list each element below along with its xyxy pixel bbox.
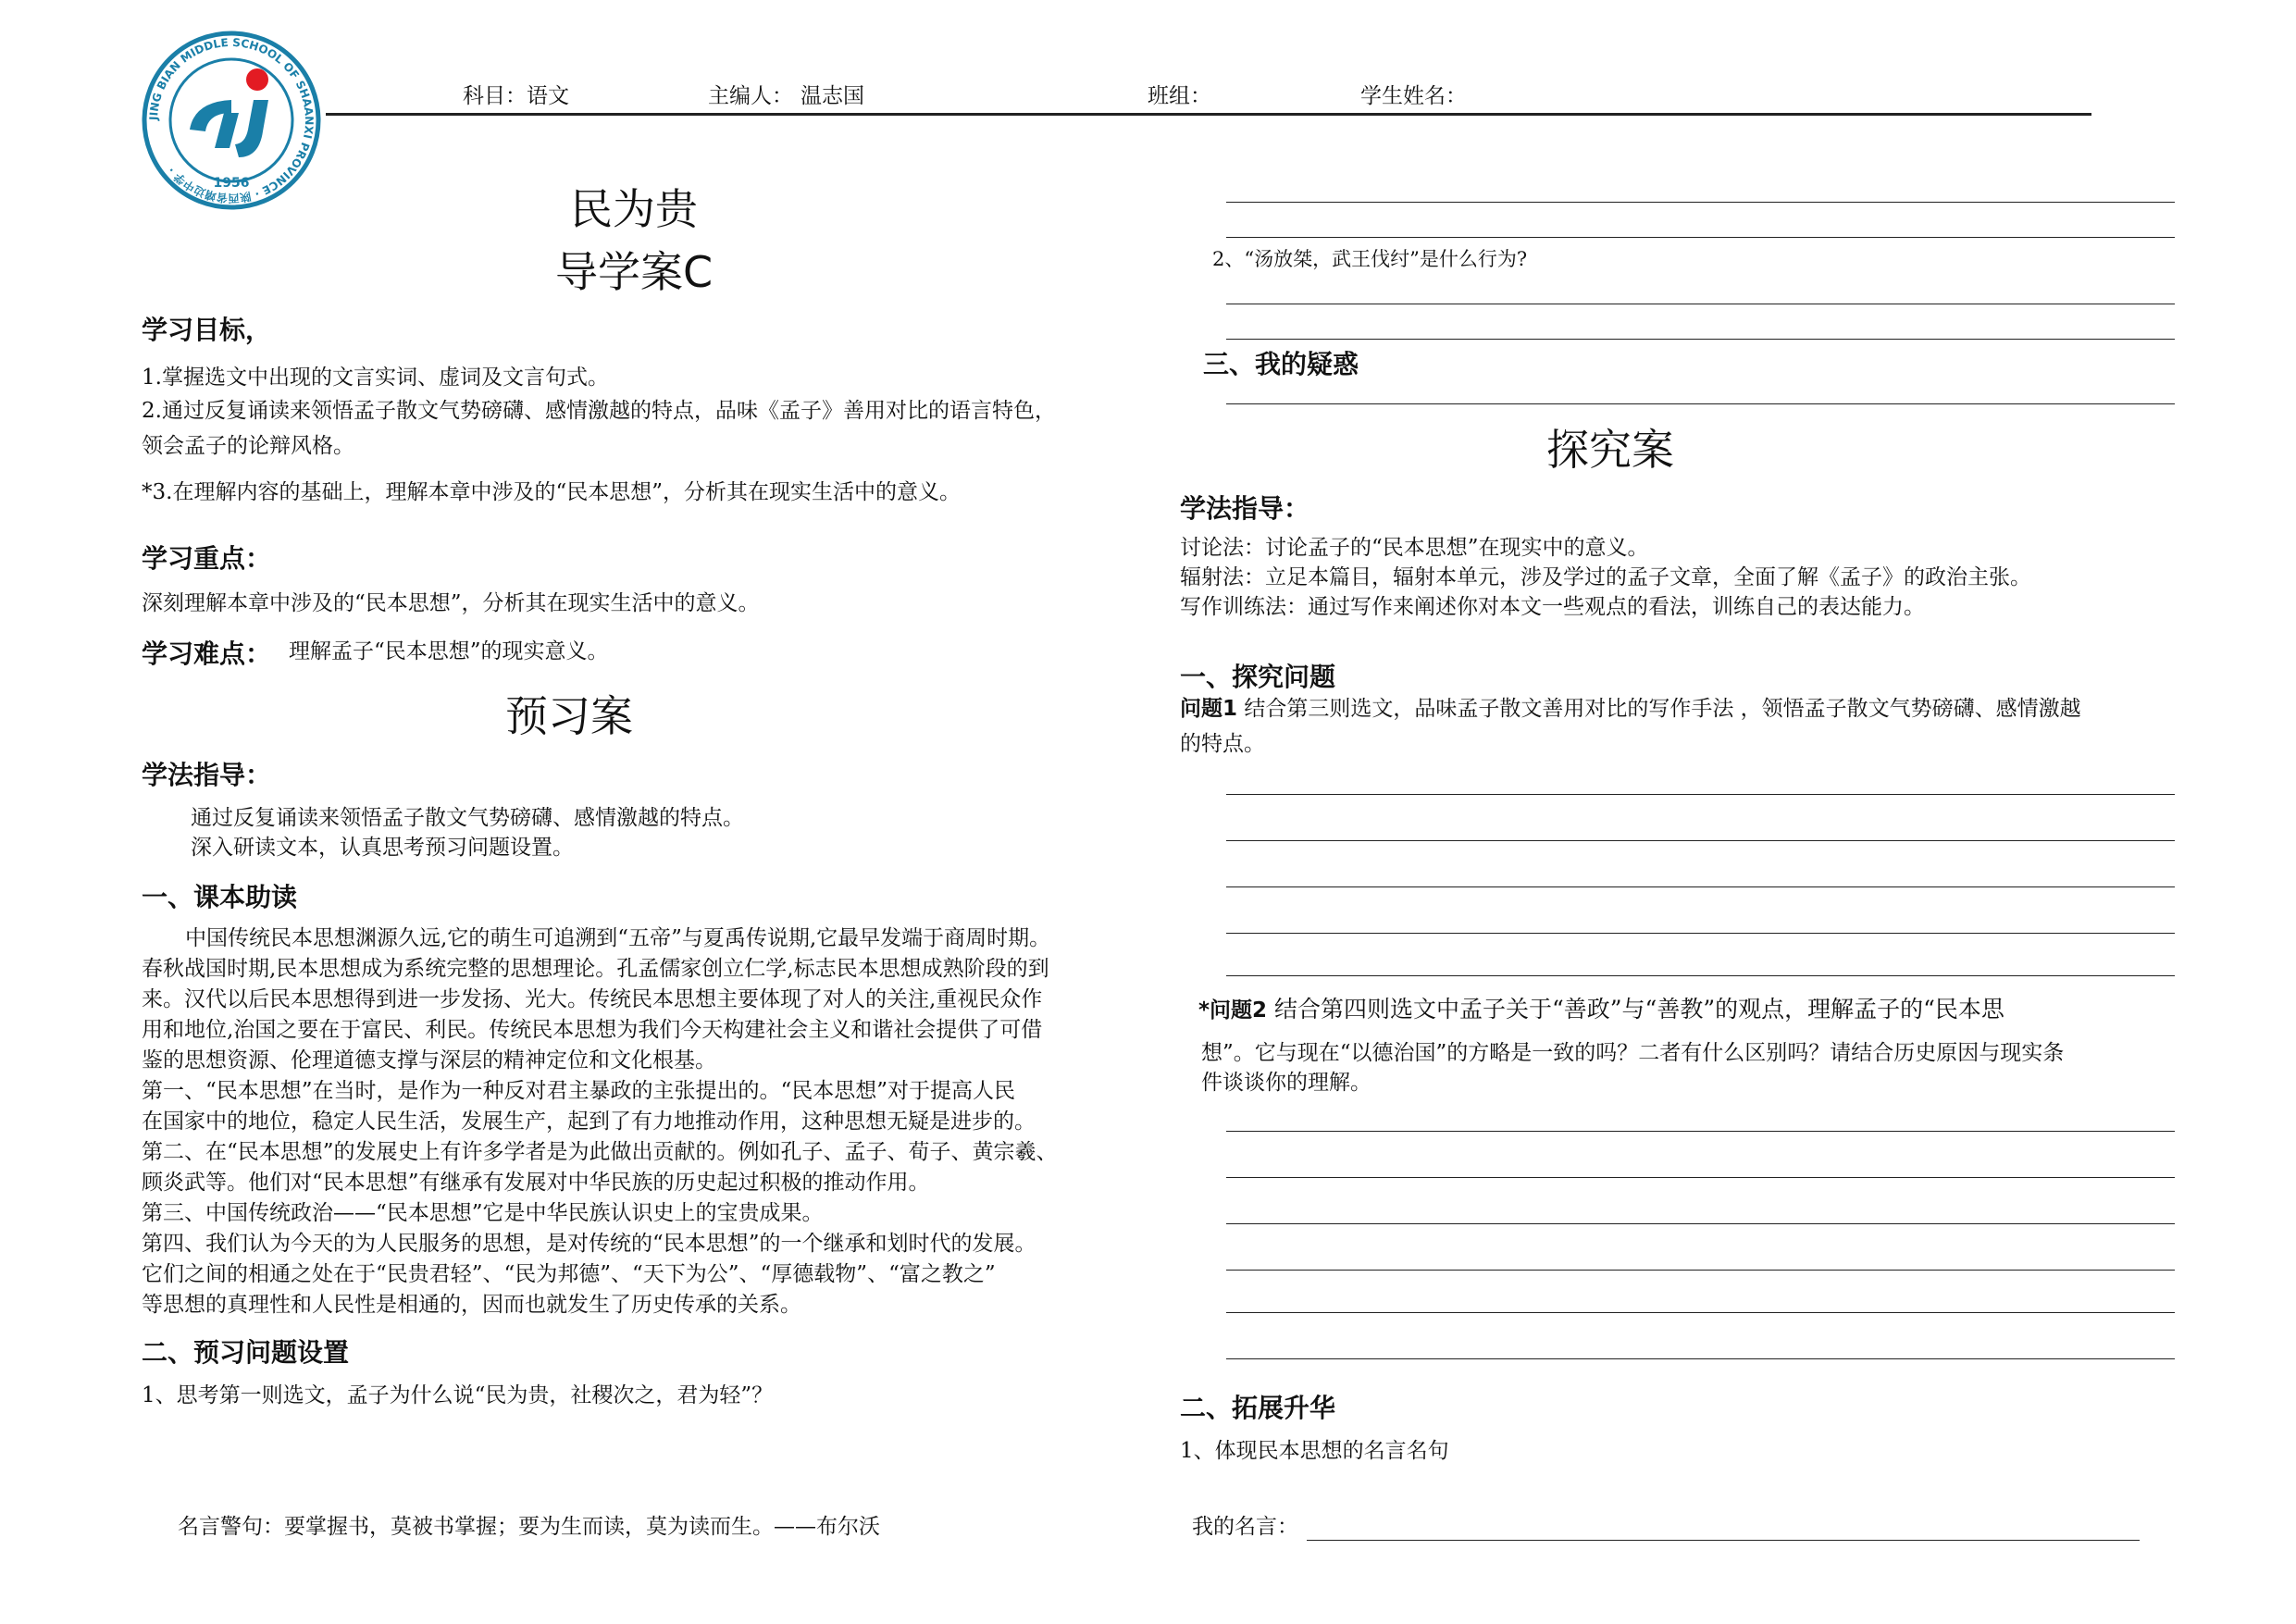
reading-line: 顾炎武等。他们对“民本思想”有继承有发展对中华民族的历史起过积极的推动作用。: [142, 1171, 930, 1195]
problem-2-text: 结合第四则选文中孟子关于“善政”与“善教”的观点，理解孟子的“民本思: [1273, 996, 2004, 1023]
goal-item: 领会孟子的论辩风格。: [142, 434, 354, 458]
difficulty-heading: 学习难点：: [142, 638, 272, 669]
reading-line: 第三、中国传统政治——“民本思想”它是中华民族认识史上的宝贵成果。: [142, 1201, 824, 1225]
goals-heading: 学习目标，: [142, 315, 272, 345]
explore-method-line: 讨论法：讨论孟子的“民本思想”在现实中的意义。: [1180, 536, 1649, 560]
reading-line: 它们之间的相通之处在于“民贵君轻”、“民为邦德”、“天下为公”、“厚德载物”、“富之教之”: [142, 1262, 996, 1286]
answer-line[interactable]: [1226, 886, 2175, 887]
answer-line[interactable]: [1226, 202, 2175, 203]
reading-line: 第一、“民本思想”在当时，是作为一种反对君主暴政的主张提出的。“民本思想”对于提高人民: [142, 1079, 1016, 1103]
reading-line: 第四、我们认为今天的为人民服务的思想，是对传统的“民本思想”的一个继承和划时代的发展。: [142, 1232, 1036, 1256]
problem-1-text: 结合第三则选文，品味孟子散文善用对比的写作手法 ，领悟孟子散文气势磅礴、感情激越: [1244, 697, 2081, 721]
section-preview-questions-heading: 二、预习问题设置: [142, 1337, 350, 1368]
difficulty-text: 理解孟子“民本思想”的现实意义。: [289, 639, 609, 663]
reading-line: 春秋战国时期,民本思想成为系统完整的思想理论。孔孟儒家创立仁学,标志民本思想成熟阶段的到: [142, 957, 1049, 981]
method-line: 深入研读文本，认真思考预习问题设置。: [191, 836, 574, 860]
header-subject: 科目：语文: [463, 84, 569, 108]
goal-item: 1.掌握选文中出现的文言实词、虚词及文言句式。: [142, 366, 609, 390]
answer-line[interactable]: [1226, 933, 2175, 934]
header-class-label: 班组：: [1148, 84, 1211, 108]
explore-method-line: 写作训练法：通过写作来阐述你对本文一些观点的看法，训练自己的表达能力。: [1180, 595, 1925, 619]
my-quote-label: 我的名言：: [1192, 1515, 1298, 1539]
problem-2-text-cont: 想”。它与现在“以德治国”的方略是一致的吗？二者有什么区别吗？请结合历史原因与现实条: [1201, 1041, 2065, 1065]
goal-item: *3.在理解内容的基础上，理解本章中涉及的“民本思想”，分析其在现实生活中的意义。: [142, 480, 961, 504]
my-quote-answer-line[interactable]: [1307, 1540, 2140, 1541]
reading-line: 在国家中的地位，稳定人民生活，发展生产，起到了有力地推动作用，这种思想无疑是进步的。: [142, 1110, 1036, 1134]
answer-line[interactable]: [1226, 1131, 2175, 1132]
preview-question-1: 1、思考第一则选文，孟子为什么说“民为贵，社稷次之，君为轻”？: [142, 1383, 774, 1407]
header-editor-label: 主编人：: [708, 84, 793, 108]
footer-quote: 名言警句：要掌握书，莫被书掌握；要为生而读，莫为读而生。——布尔沃: [178, 1515, 880, 1539]
school-logo: [139, 28, 324, 213]
extend-item-1: 1、体现民本思想的名言名句: [1180, 1439, 1449, 1463]
svg-text:JING BIAN MIDDLE SCHOOL OF SHA: JING BIAN MIDDLE SCHOOL OF SHAANXI PROVINCE · 陕西省靖边中学 ·: [146, 35, 316, 205]
explore-title: 探究案: [1546, 425, 1674, 475]
explore-method-line: 辐射法：立足本篇目，辐射本单元，涉及学过的孟子文章，全面了解《孟子》的政治主张。: [1180, 565, 2031, 589]
reading-line: 中国传统民本思想渊源久远,它的萌生可追溯到“五帝”与夏禹传说期,它最早发端于商周时期。: [185, 926, 1051, 950]
answer-line[interactable]: [1226, 975, 2175, 976]
preview-title: 预习案: [505, 691, 633, 741]
answer-line[interactable]: [1226, 794, 2175, 795]
problem-2-label: *问题2: [1198, 998, 1268, 1023]
doubts-heading: 三、我的疑惑: [1203, 349, 1359, 379]
reading-line: 用和地位,治国之要在于富民、利民。传统民本思想为我们今天构建社会主义和谐社会提供了可借: [142, 1018, 1043, 1042]
goal-item: 2.通过反复诵读来领悟孟子散文气势磅礴、感情激越的特点，品味《孟子》善用对比的语言特色，: [142, 399, 1056, 423]
explore-method-heading: 学法指导：: [1180, 493, 1310, 524]
problem-1-label: 问题1: [1180, 697, 1238, 721]
answer-line[interactable]: [1226, 339, 2175, 340]
reading-line: 来。汉代以后民本思想得到进一步发扬、光大。传统民本思想主要体现了对人的关注,重视民众作: [142, 987, 1043, 1011]
answer-line[interactable]: [1226, 1312, 2175, 1313]
problem-1: [1180, 694, 2081, 725]
doc-title: 民为贵: [570, 184, 698, 234]
answer-line[interactable]: [1226, 1223, 2175, 1224]
explore-questions-heading: 一、探究问题: [1180, 662, 1336, 692]
focus-text: 深刻理解本章中涉及的“民本思想”，分析其在现实生活中的意义。: [142, 591, 760, 615]
problem-1-text-cont: 的特点。: [1180, 732, 1265, 756]
answer-line[interactable]: [1226, 840, 2175, 841]
header-editor-name: 温志国: [800, 84, 864, 108]
reading-line: 等思想的真理性和人民性是相通的，因而也就发生了历史传承的关系。: [142, 1293, 801, 1317]
answer-line[interactable]: [1226, 237, 2175, 238]
header-rule: [326, 113, 2091, 116]
problem-2: [1198, 994, 2004, 1026]
method-heading: 学法指导：: [142, 760, 272, 790]
method-line: 通过反复诵读来领悟孟子散文气势磅礴、感情激越的特点。: [191, 806, 744, 830]
doc-subtitle: 导学案C: [554, 247, 714, 297]
school-emblem-icon: [139, 28, 324, 213]
reading-line: 第二、在“民本思想”的发展史上有许多学者是为此做出贡献的。例如孔子、孟子、荀子、黄宗羲、: [142, 1140, 1058, 1164]
problem-2-text-cont: 件谈谈你的理解。: [1201, 1071, 1371, 1095]
preview-question-2: 2、“汤放桀，武王伐纣”是什么行为?: [1212, 248, 1528, 270]
focus-heading: 学习重点：: [142, 543, 272, 574]
extend-heading: 二、拓展升华: [1180, 1393, 1336, 1423]
header-student-label: 学生姓名：: [1360, 84, 1467, 108]
reading-line: 鉴的思想资源、伦理道德支撑与深层的精神定位和文化根基。: [142, 1048, 716, 1072]
answer-line[interactable]: [1226, 1358, 2175, 1359]
section-reading-heading: 一、课本助读: [142, 882, 298, 912]
doubts-answer-line[interactable]: [1226, 403, 2175, 404]
logo-year: 1956: [213, 176, 250, 191]
answer-line[interactable]: [1226, 1270, 2175, 1271]
answer-line[interactable]: [1226, 1177, 2175, 1178]
